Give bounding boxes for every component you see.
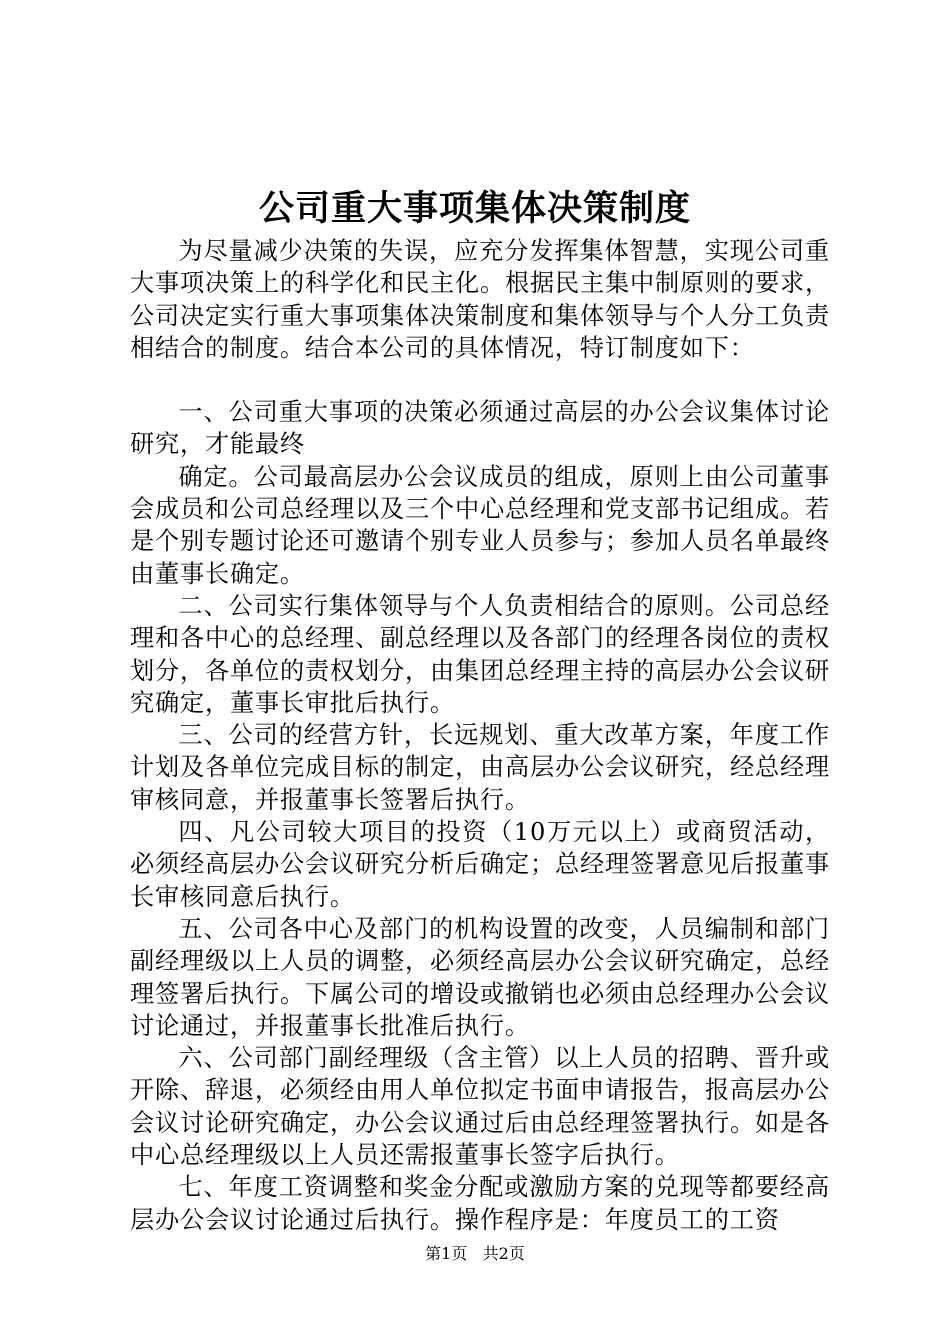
clause-6-paragraph: 六、公司部门副经理级（含主管）以上人员的招聘、晋升或开除、辞退，必须经由用人单位拟定书面申请报告，报高层办公会议讨论研究确定，办公会议通过后由总经理签署执行。如是各中心总经理级以上人员还需报董事长签字后执行。 — [130, 1044, 830, 1170]
clause-2-paragraph: 二、公司实行集体领导与个人负责相结合的原则。公司总经理和各中心的总经理、副总经理以及各部门的经理各岗位的责权划分，各单位的责权划分，由集团总经理主持的高层办公会议研究确定，董事长审批后执行。 — [130, 591, 830, 717]
clause-1-paragraph: 一、公司重大事项的决策必须通过高层的办公会议集体讨论研究，才能最终 — [130, 398, 830, 459]
clause-4-paragraph: 四、凡公司较大项目的投资（10万元以上）或商贸活动，必须经高层办公会议研究分析后确定；总经理签署意见后报董事长审核同意后执行。 — [130, 818, 830, 911]
document-body — [130, 235, 830, 1236]
clause-5-paragraph: 五、公司各中心及部门的机构设置的改变，人员编制和部门副经理级以上人员的调整，必须经高层办公会议研究确定，总经理签署后执行。下属公司的增设或撤销也必须由总经理办公会议讨论通过，并报董事长批准后执行。 — [130, 914, 830, 1040]
page-number: 第1页 — [425, 1244, 468, 1263]
document-title: 公司重大事项集体决策制度 — [258, 188, 691, 229]
clause-3-paragraph: 三、公司的经营方针，长远规划、重大改革方案，年度工作计划及各单位完成目标的制定，由高层办公会议研究，经总经理审核同意，并报董事长签署后执行。 — [130, 721, 830, 814]
page-total: 共2页 — [482, 1244, 525, 1263]
intro-paragraph: 为尽量减少决策的失误，应充分发挥集体智慧，实现公司重大事项决策上的科学化和民主化。根据民主集中制原则的要求，公司决定实行重大事项集体决策制度和集体领导与个人分工负责相结合的制度。结合本公司的具体情况，特订制度如下： — [130, 237, 830, 362]
page-footer — [0, 1243, 950, 1265]
clause-1-continuation-paragraph: 确定。公司最高层办公会议成员的组成，原则上由公司董事会成员和公司总经理以及三个中心总经理和党支部书记组成。若是个别专题讨论还可邀请个别专业人员参与；参加人员名单最终由董事长确定。 — [130, 462, 830, 588]
clause-7-paragraph: 七、年度工资调整和奖金分配或激励方案的兑现等都要经高层办公会议讨论通过后执行。操作程序是：年度员工的工资 — [130, 1173, 830, 1234]
page-separator — [472, 1244, 477, 1263]
